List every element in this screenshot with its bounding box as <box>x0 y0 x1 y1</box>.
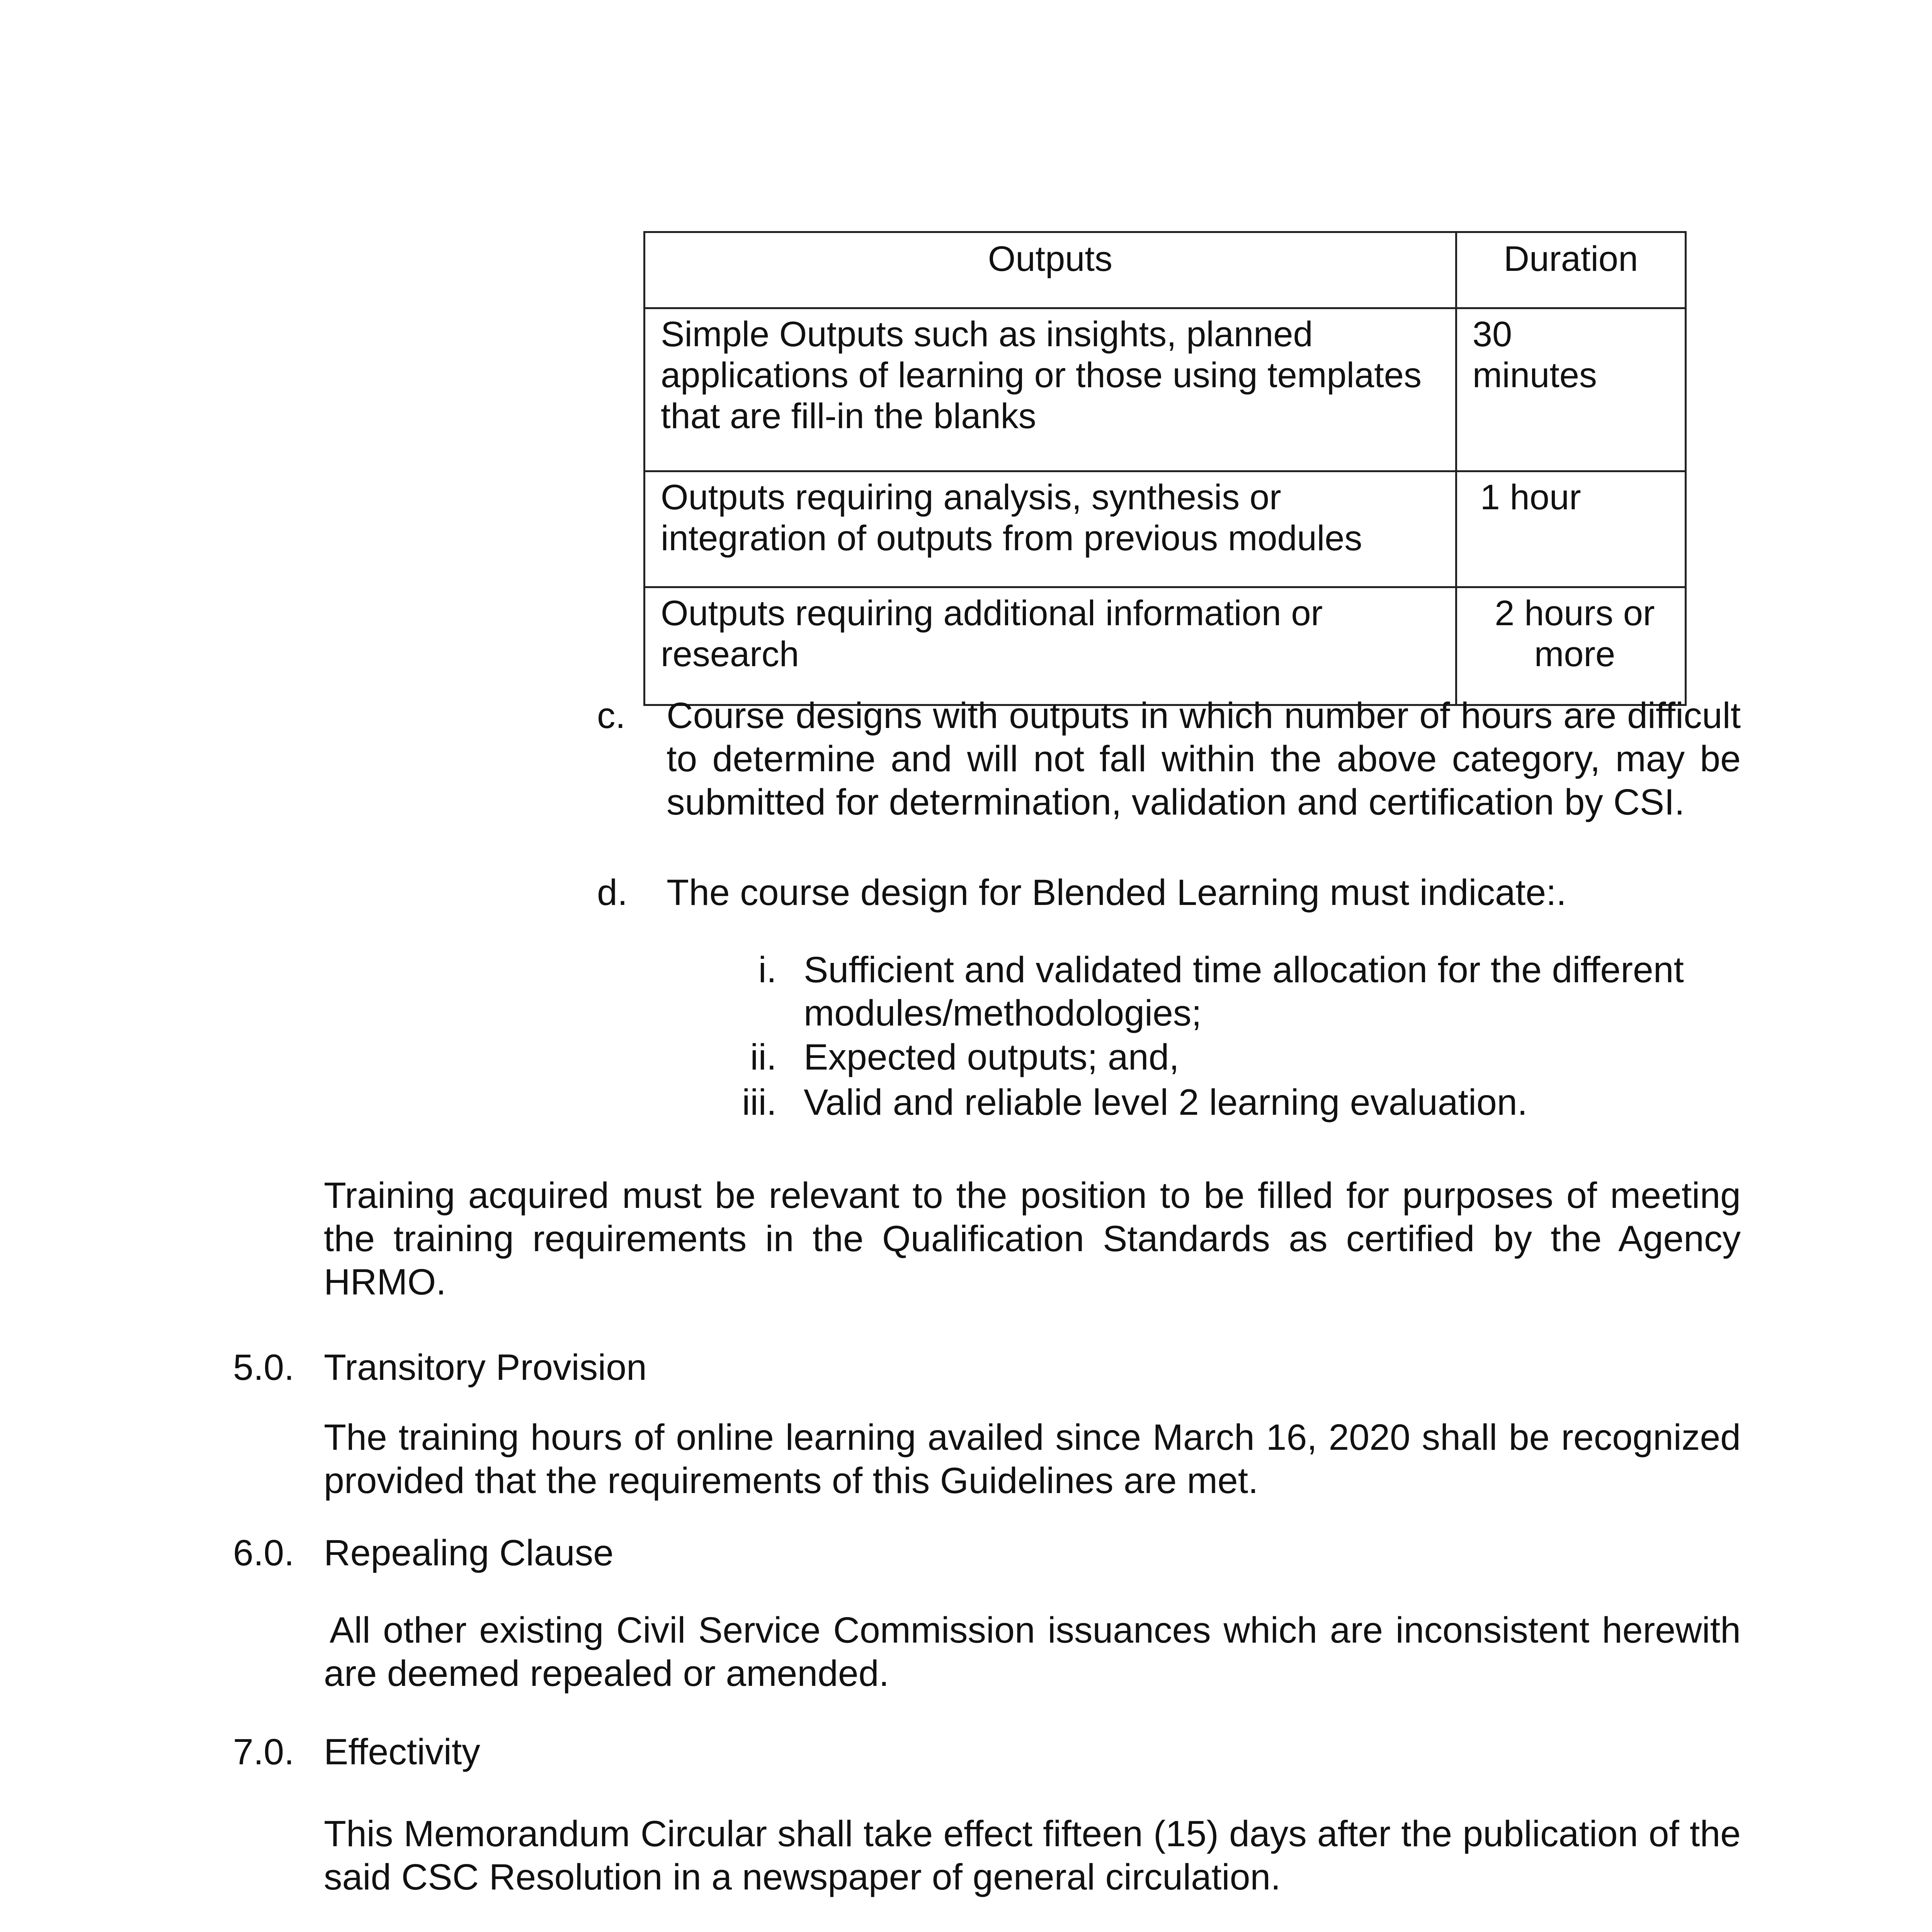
sub-list-item <box>730 1081 1741 1124</box>
table-cell-output: Outputs requiring analysis, synthesis or integration of outputs from previous modules <box>645 471 1456 587</box>
list-item-text: Course designs with outputs in which number of hours are difficult to determine and will not fall within the above category, may be submitted for determination, validation and certification by CSI. <box>667 695 1741 823</box>
table-cell-duration: 1 hour <box>1456 471 1685 587</box>
table-cell-output: Outputs requiring additional information or research <box>645 587 1456 705</box>
sub-list-item <box>730 948 1741 1035</box>
table-cell-output: Simple Outputs such as insights, planned applications of learning or those using templates that are fill-in the blanks <box>645 308 1456 471</box>
training-paragraph: Training acquired must be relevant to the position to be filled for purposes of meeting the training requirements in the Qualification Standards as certified by the Agency HRMO. <box>324 1175 1741 1303</box>
outputs-duration-table <box>643 231 1687 706</box>
table-header-outputs: Outputs <box>645 232 1456 308</box>
section-title: Transitory Provision <box>324 1347 647 1388</box>
table-row <box>645 308 1686 471</box>
section-title: Effectivity <box>324 1731 480 1772</box>
list-item-text: Expected outputs; and, <box>804 1037 1179 1078</box>
list-item-text: Sufficient and validated time allocation for the different modules/methodologies; <box>804 949 1684 1034</box>
list-item-d <box>597 871 1741 914</box>
section-body: The training hours of online learning availed since March 16, 2020 shall be recognized provided that the requirements of this Guidelines are met. <box>324 1417 1741 1501</box>
section-number: 7.0. <box>233 1731 294 1772</box>
list-item-c <box>597 694 1741 824</box>
list-marker: d. <box>597 872 628 913</box>
section-body: This Memorandum Circular shall take effect fifteen (15) days after the publication of the said CSC Resolution in a newspaper of general circulation. <box>324 1813 1741 1898</box>
table-row <box>645 587 1686 705</box>
section-title: Repealing Clause <box>324 1532 614 1573</box>
list-marker: i. <box>758 949 777 990</box>
table-cell-duration: 30 minutes <box>1456 308 1685 471</box>
sub-list-item <box>730 1036 1741 1079</box>
section-number: 5.0. <box>233 1347 294 1388</box>
section-number: 6.0. <box>233 1532 294 1573</box>
list-marker: ii. <box>750 1037 777 1078</box>
section-body: All other existing Civil Service Commission issuances which are inconsistent herewith are deemed repealed or amended. <box>324 1610 1741 1694</box>
list-marker: iii. <box>742 1082 777 1123</box>
signature-image <box>232 1928 657 1932</box>
list-item-text: The course design for Blended Learning must indicate:. <box>667 872 1566 913</box>
table-header-duration: Duration <box>1456 232 1685 308</box>
table-cell-duration: 2 hours or more <box>1456 587 1685 705</box>
list-marker: c. <box>597 695 626 736</box>
list-item-text: Valid and reliable level 2 learning evaluation. <box>804 1082 1528 1123</box>
table-row <box>645 471 1686 587</box>
